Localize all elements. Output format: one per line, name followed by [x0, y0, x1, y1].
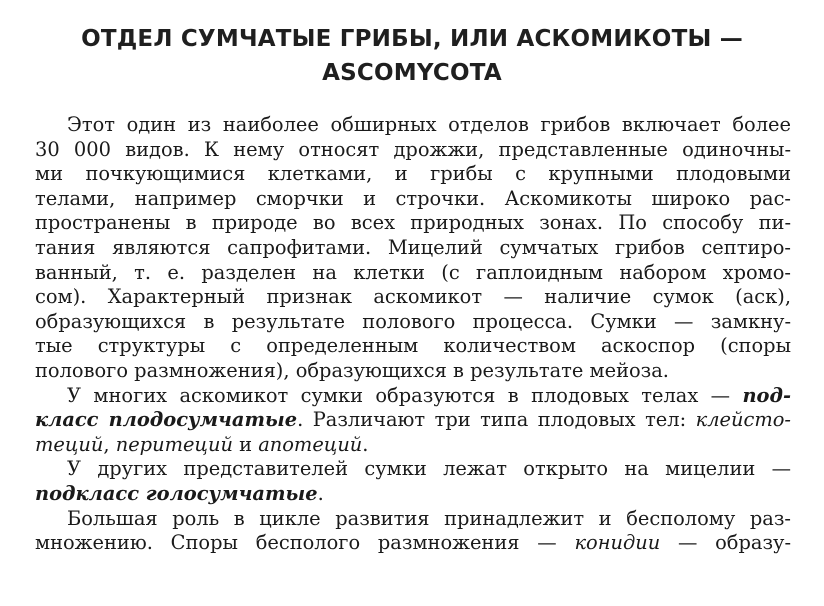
text-run: и: [232, 432, 259, 456]
term-italic: клейсто-: [695, 408, 791, 432]
text-line: тания являются сапрофитами. Мицелий сумчатых грибов септиро-: [35, 235, 791, 259]
text-run: У многих аскомикот сумки образуются в плодовых телах —: [67, 383, 743, 407]
section-title-line-2: ASCOMYCOTA: [322, 60, 502, 86]
text-run: — образу-: [660, 531, 791, 555]
text-line: ми почкующимися клетками, и грибы с крупными плодовыми: [35, 162, 791, 186]
text-line: Большая роль в цикле развития принадлежит и бесполому раз-: [67, 506, 791, 530]
text-line: [35, 482, 791, 507]
text-line: телами, например сморчки и строчки. Аскомикоты широко рас-: [35, 186, 791, 210]
text-line: тые структуры с определенным количеством аскоспор (споры: [35, 334, 791, 358]
text-run: . Различают три типа плодовых тел:: [297, 408, 696, 432]
text-line: образующихся в результате полового процесса. Сумки — замкну-: [35, 309, 791, 333]
text-line: пространены в природе во всех природных зонах. По способу пи-: [35, 211, 791, 235]
term-emphasis: подкласс голосумчатые: [35, 481, 318, 505]
term-italic: перитеций: [115, 432, 233, 456]
text-line: [35, 408, 791, 433]
text-line: полового размножения), образующихся в результате мейоза.: [35, 358, 669, 382]
term-emphasis: под-: [742, 383, 791, 407]
term-italic: конидии: [574, 531, 661, 555]
text-line: [35, 531, 791, 556]
text-line: Этот один из наиболее обширных отделов грибов включает более: [67, 113, 791, 136]
body-text: [35, 113, 791, 556]
text-run: .: [362, 432, 369, 456]
text-line: У других представителей сумки лежат открыто на мицелии —: [67, 457, 791, 481]
text-line: 30 000 видов. К нему относят дрожжи, представленные одиночны-: [35, 137, 791, 161]
text-run: ,: [103, 432, 116, 456]
text-line: [35, 384, 791, 409]
text-line: сом). Характерный признак аскомикот — наличие сумок (аск),: [35, 285, 791, 309]
text-line: ванный, т. е. разделен на клетки (с гаплоидным набором хромо-: [35, 260, 791, 284]
text-line: [35, 433, 791, 458]
term-emphasis: класс плодосумчатые: [35, 408, 298, 432]
text-run: .: [317, 481, 324, 505]
term-italic: апотеций: [258, 432, 363, 456]
term-italic: теций: [35, 432, 104, 456]
section-title-line-1: ОТДЕЛ СУМЧАТЫЕ ГРИБЫ, ИЛИ АСКОМИКОТЫ —: [81, 26, 743, 52]
text-run: множению. Споры бесполого размножения —: [35, 531, 575, 555]
